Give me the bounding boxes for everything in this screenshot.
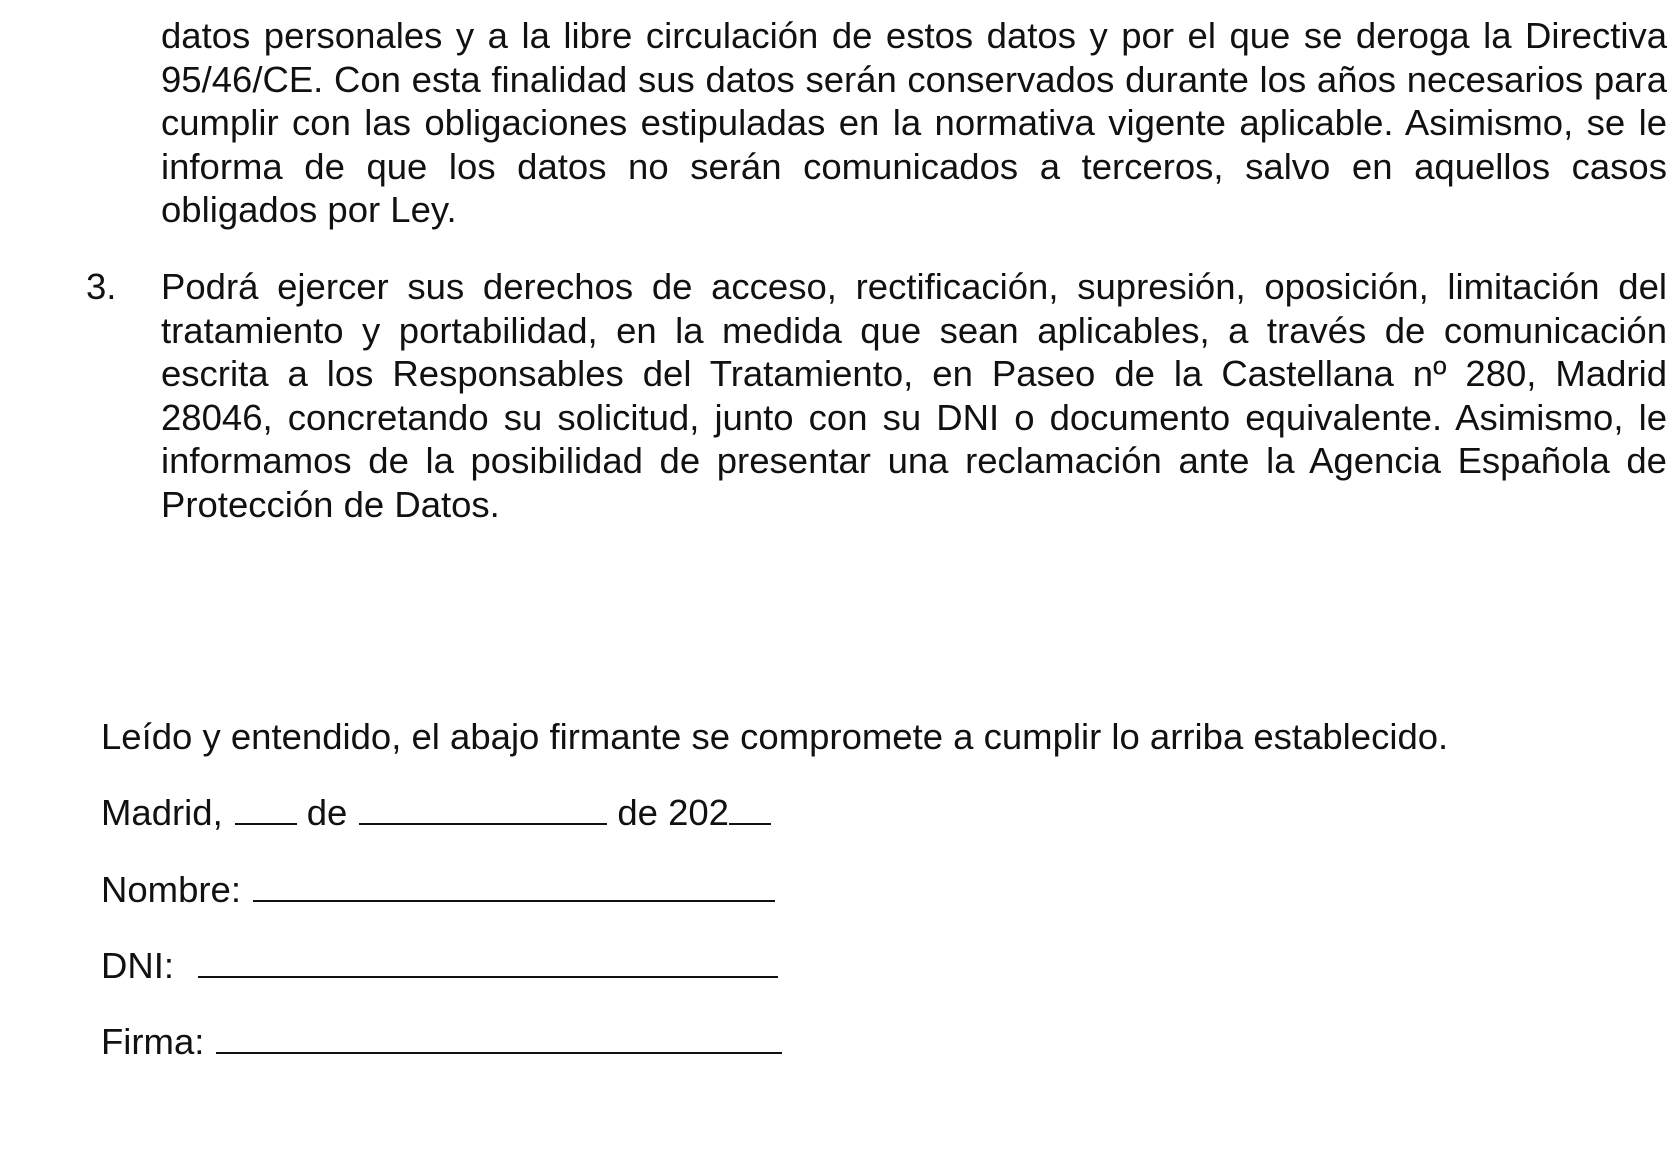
dni-blank-field[interactable] [198,942,778,978]
year-blank-field[interactable] [729,789,771,825]
date-de-label: de [306,792,348,833]
name-blank-field[interactable] [253,866,775,902]
acknowledgement-statement: Leído y entendido, el abajo firmante se compromete a cumplir lo arriba establecido. [101,716,1449,757]
date-year-label: de 202 [617,792,729,833]
date-line [101,789,771,835]
name-label: Nombre: [101,869,241,910]
date-city-label: Madrid, [101,792,223,833]
name-line [101,866,775,912]
dni-line [101,942,778,988]
signature-line [101,1018,782,1064]
list-item-text: Podrá ejercer sus derechos de acceso, rectificación, supresión, oposición, limitación del tratamiento y portabilidad, en la medida que sean aplicables, a través de comunicación escrita a los Responsables del Tratamiento, en Paseo de la Castellana nº 280, Madrid 28046, concretando su solicitud, junto con su DNI o documento equivalente. Asimismo, le informamos de la posibilidad de presentar una reclamación ante la Agencia Española de Protección de Datos. [161,266,1667,525]
dni-label: DNI: [101,945,174,986]
paragraph-continued: datos personales y a la libre circulación de estos datos y por el que se deroga la Directiva 95/46/CE. Con esta finalidad sus datos serán conservados durante los años necesarios para cumplir con las obligaciones estipuladas en la normativa vigente aplicable. Asimismo, se le informa de que los datos no serán comunicados a terceros, salvo en aquellos casos obligados por Ley. [161,15,1667,231]
day-blank-field[interactable] [235,789,297,825]
signature-blank-field[interactable] [216,1018,782,1054]
list-item-number: 3. [86,266,117,307]
month-blank-field[interactable] [359,789,607,825]
signature-label: Firma: [101,1021,205,1062]
